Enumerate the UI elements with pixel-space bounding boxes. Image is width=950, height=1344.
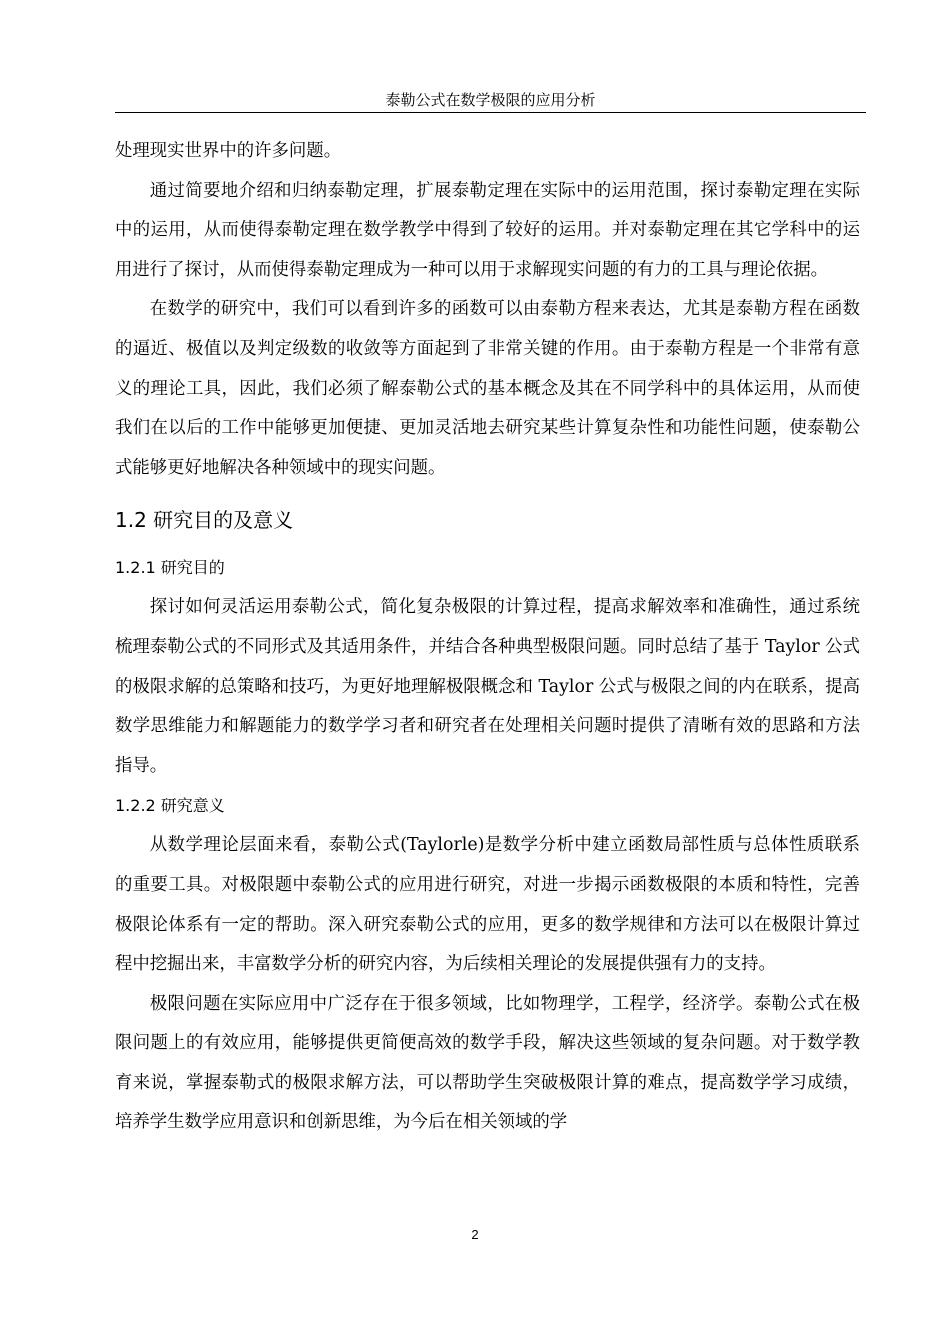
continued-paragraph: 处理现实世界中的许多问题。 — [115, 141, 342, 161]
intro-paragraph-2: 在数学的研究中，我们可以看到许多的函数可以由泰勒方程来表达，尤其是泰勒方程在函数的逼近、极值以及判定级数的收敛等方面起到了非常关键的作用。由于泰勒方程是一个非常有意义的理论工具，因此，我们必须了解泰勒公式的基本概念及其在不同学科中的具体运用，从而使我们在以后的工作中能够更加便捷、更加灵活地去研究某些计算复杂性和功能性问题，使泰勒公式能够更好地解决各种领域中的现实问题。 — [115, 299, 860, 478]
header-divider — [115, 112, 866, 113]
subsection-heading-1-2-1: 1.2.1 研究目的 — [115, 558, 225, 578]
research-significance-paragraph-1: 从数学理论层面来看，泰勒公式(Taylorle)是数学分析中建立函数局部性质与总体性质联系的重要工具。对极限题中泰勒公式的应用进行研究，对进一步揭示函数极限的本质和特性，完善极限论体系有一定的帮助。深入研究泰勒公式的应用，更多的数学规律和方法可以在极限计算过程中挖掘出来，丰富数学分析的研究内容，为后续相关理论的发展提供强有力的支持。 — [115, 835, 860, 975]
page-number: 2 — [471, 1227, 479, 1242]
subsection-heading-1-2-2: 1.2.2 研究意义 — [115, 796, 225, 816]
running-header: 泰勒公式在数学极限的应用分析 — [385, 91, 596, 109]
intro-paragraph-1: 通过简要地介绍和归纳泰勒定理，扩展泰勒定理在实际中的运用范围，探讨泰勒定理在实际中的运用，从而使得泰勒定理在数学教学中得到了较好的运用。并对泰勒定理在其它学科中的运用进行了探讨，从而使得泰勒定理成为一种可以用于求解现实问题的有力的工具与理论依据。 — [115, 180, 860, 280]
section-heading-1-2: 1.2 研究目的及意义 — [115, 508, 294, 533]
research-purpose-paragraph: 探讨如何灵活运用泰勒公式，简化复杂极限的计算过程，提高求解效率和准确性，通过系统梳理泰勒公式的不同形式及其适用条件，并结合各种典型极限问题。同时总结了基于 Taylor 公式的极限求解的总策略和技巧，为更好地理解极限概念和 Taylor 公式与极限之间的内在联系，提高数学思维能力和解题能力的数学学习者和研究者在处理相关问题时提供了清晰有效的思路和方法指导。 — [115, 597, 860, 776]
page-body — [115, 132, 860, 1143]
research-significance-paragraph-2: 极限问题在实际应用中广泛存在于很多领域，比如物理学，工程学，经济学。泰勒公式在极限问题上的有效应用，能够提供更简便高效的数学手段，解决这些领域的复杂问题。对于数学教育来说，掌握泰勒式的极限求解方法，可以帮助学生突破极限计算的难点，提高数学学习成绩，培养学生数学应用意识和创新思维，为今后在相关领域的学 — [115, 993, 860, 1133]
